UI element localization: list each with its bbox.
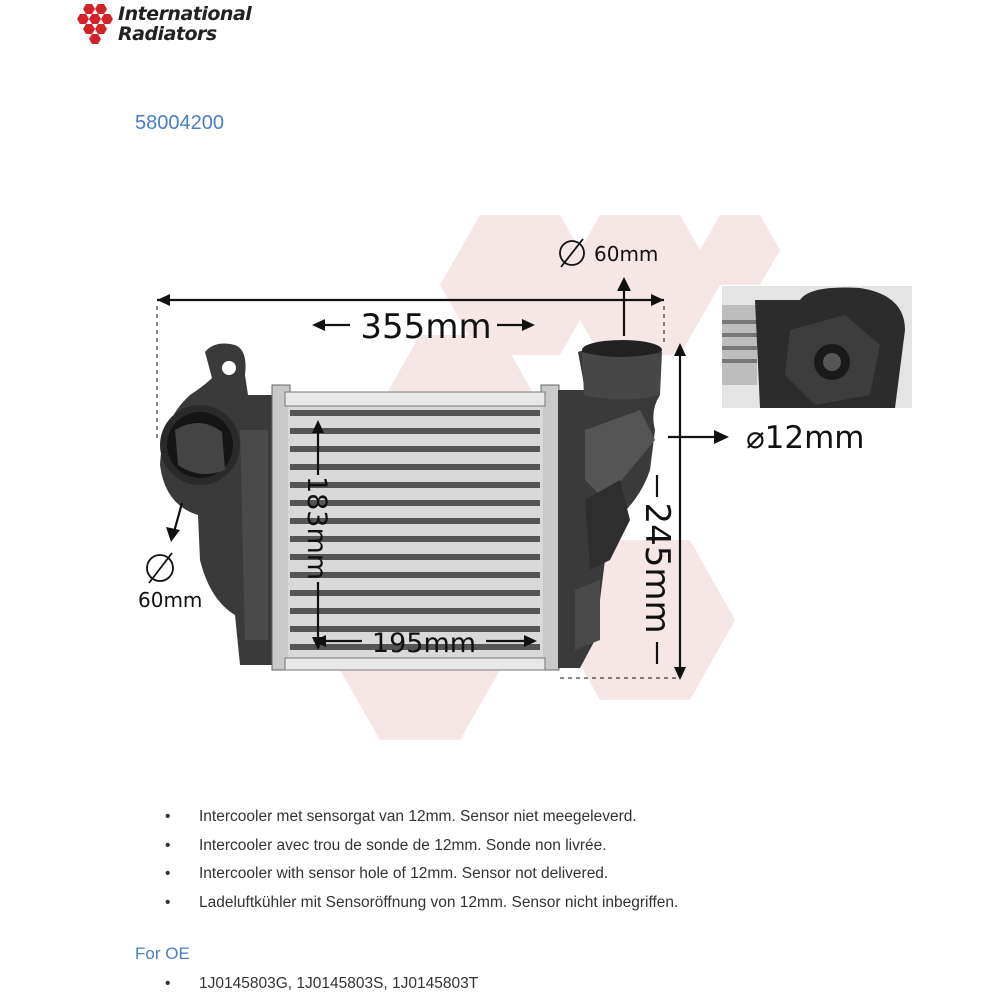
oe-numbers-list [165, 970, 478, 998]
outlet-diameter-label: 60mm [594, 242, 659, 266]
note-de: • Ladeluftkühler mit Sensoröffnung von 12mm. Sensor nicht inbegriffen. [165, 889, 965, 918]
overall-height-label: 245mm [637, 502, 677, 634]
brand-line-1: International [118, 3, 252, 25]
note-en: • Intercooler with sensor hole of 12mm. Sensor not delivered. [165, 860, 965, 889]
overall-width-label: 355mm [360, 307, 492, 347]
sensor-inset-photo [722, 286, 912, 408]
oe-heading: For OE [135, 944, 190, 963]
product-notes [165, 803, 965, 917]
oe-number-item: • 1J0145803G, 1J0145803S, 1J0145803T [165, 970, 478, 998]
brand-line-2: Radiators [118, 23, 217, 45]
core-height-label: 183mm [301, 475, 332, 581]
inlet-diameter-label: 60mm [138, 588, 203, 612]
part-number: 58004200 [135, 112, 224, 134]
left-tank [160, 344, 278, 665]
note-nl: • Intercooler met sensorgat van 12mm. Sensor niet meegeleverd. [165, 803, 965, 832]
core-width-label: 195mm [371, 628, 477, 659]
sensor-hole-label: ⌀12mm [746, 420, 865, 456]
note-fr: • Intercooler avec trou de sonde de 12mm. Sonde non livrée. [165, 832, 965, 861]
